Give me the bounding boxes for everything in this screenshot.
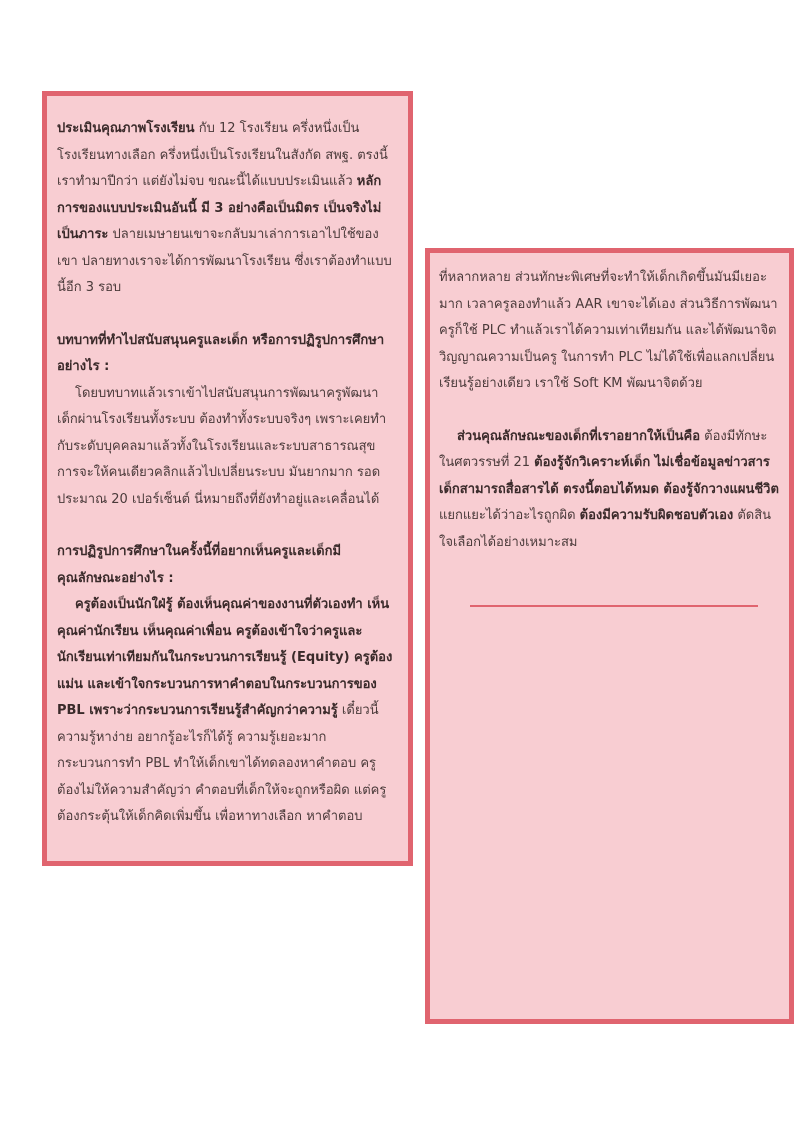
paragraph-gap	[57, 513, 398, 539]
intro-text-end: ปลายเมษายนเขาจะกลับมาเล่าการเอาไปใช้ของเขา ปลายทางเราจะได้การพัฒนาโรงเรียน ซึ่งเราต้องทำแบบนี้อีก 3 รอบ	[57, 227, 392, 295]
intro-bold-principle: หลักการของแบบประเมินอันนี้ มี 3 อย่างคือเป็นมิตร เป็นจริงไม่เป็นภาระ	[57, 174, 382, 242]
student-traits-paragraph	[439, 424, 780, 557]
intro-paragraph	[57, 116, 398, 302]
intro-text: กับ 12 โรงเรียน ครึ่งหนึ่งเป็นโรงเรียนทางเลือก ครึ่งหนึ่งเป็นโรงเรียนในสังกัด สพฐ. ตรงนี้เราทำมาปีกว่า แต่ยังไม่จบ ขณะนี้ได้แบบประเมินแล้ว	[57, 121, 388, 189]
answer-text-pbl: เดี๋ยวนี้ความรู้หาง่าย อยากรู้อะไรก็ได้รู้ ความรู้เยอะมาก กระบวนการทำ PBL ทำให้เด็กเขาได้ทดลองหาคำตอบ ครูต้องไม่ให้ความสำคัญว่า คำตอบที่เด็กให้จะถูกหรือผิด แต่ครูต้องกระตุ้นให้เด็กคิดเพิ่มขึ้น เพื่อหาทางเลือก หาคำตอบ	[57, 703, 387, 824]
student-traits-text-mid: แยกแยะได้ว่าอะไรถูกผิด	[439, 508, 580, 523]
answer-paragraph-reform	[57, 592, 398, 831]
horizontal-divider	[470, 605, 758, 607]
answer-paragraph-role: โดยบทบาทแล้วเราเข้าไปสนับสนุนการพัฒนาครูพัฒนาเด็กผ่านโรงเรียนทั้งระบบ ต้องทำทั้งระบบจริงๆ เพราะเคยทำกับระดับบุคคลมาแล้วทั้งในโรงเรียนและระบบสาธารณสุข การจะให้คนเดียวคลิกแล้วไปเปลี่ยนระบบ มันยากมาก รอดประมาณ 20 เปอร์เซ็นต์ นี่หมายถึงที่ยังทำอยู่และเคลื่อนได้	[57, 385, 387, 507]
left-text-box	[42, 91, 413, 866]
right-text-box	[425, 248, 794, 1024]
student-traits-bold-responsibility: ต้องมีความรับผิดชอบตัวเอง	[579, 508, 734, 523]
paragraph-gap	[57, 302, 398, 328]
question-heading-role: บทบาทที่ทำไปสนับสนุนครูและเด็ก หรือการปฏิรูปการศึกษาอย่างไร :	[57, 332, 385, 374]
student-traits-bold-lead: ส่วนคุณลักษณะของเด็กที่เราอยากให้เป็นคือ	[457, 428, 701, 444]
student-traits-text: ต้องมีทักษะในศตวรรษที่ 21	[439, 428, 768, 470]
continuation-paragraph: ที่หลากหลาย ส่วนทักษะพิเศษที่จะทำให้เด็กเกิดขึ้นมันมีเยอะมาก เวลาครูลองทำแล้ว AAR เขาจะได้เอง ส่วนวิธีการพัฒนาครูก็ใช้ PLC ทำแล้วเราได้ความเท่าเทียมกัน และได้พัฒนาจิตวิญญาณความเป็นครู ในการทำ PLC ไม่ได้ใช้เพื่อแลกเปลี่ยนเรียนรู้อย่างเดียว เราใช้ Soft KM พัฒนาจิตด้วย	[439, 270, 778, 391]
paragraph-gap	[439, 398, 780, 424]
question-heading-reform: การปฏิรูปการศึกษาในครั้งนี้ที่อยากเห็นครูและเด็กมีคุณลักษณะอย่างไร :	[57, 544, 342, 586]
student-traits-bold-skills: ต้องรู้จักวิเคราะห์เด็ก ไม่เชื่อข้อมูลข่าวสาร เด็กสามารถสื่อสารได้ ตรงนี้ตอบได้หมด ต้องรู้จักวางแผนชีวิต	[439, 455, 779, 497]
student-traits-text-end: ตัดสินใจเลือกได้อย่างเหมาะสม	[439, 508, 772, 550]
answer-bold-teacher-traits: ครูต้องเป็นนักใฝ่รู้ ต้องเห็นคุณค่าของงานที่ตัวเองทำ เห็นคุณค่านักเรียน เห็นคุณค่าเพื่อน ครูต้องเข้าใจว่าครูและนักเรียนเท่าเทียมกันในกระบวนการเรียนรู้ (Equity) ครูต้องแม่น และเข้าใจกระบวนการหาคำตอบในกระบวนการของ PBL เพราะว่ากระบวนการเรียนรู้สำคัญกว่าความรู้	[57, 597, 393, 718]
intro-bold-lead: ประเมินคุณภาพโรงเรียน	[57, 121, 195, 136]
